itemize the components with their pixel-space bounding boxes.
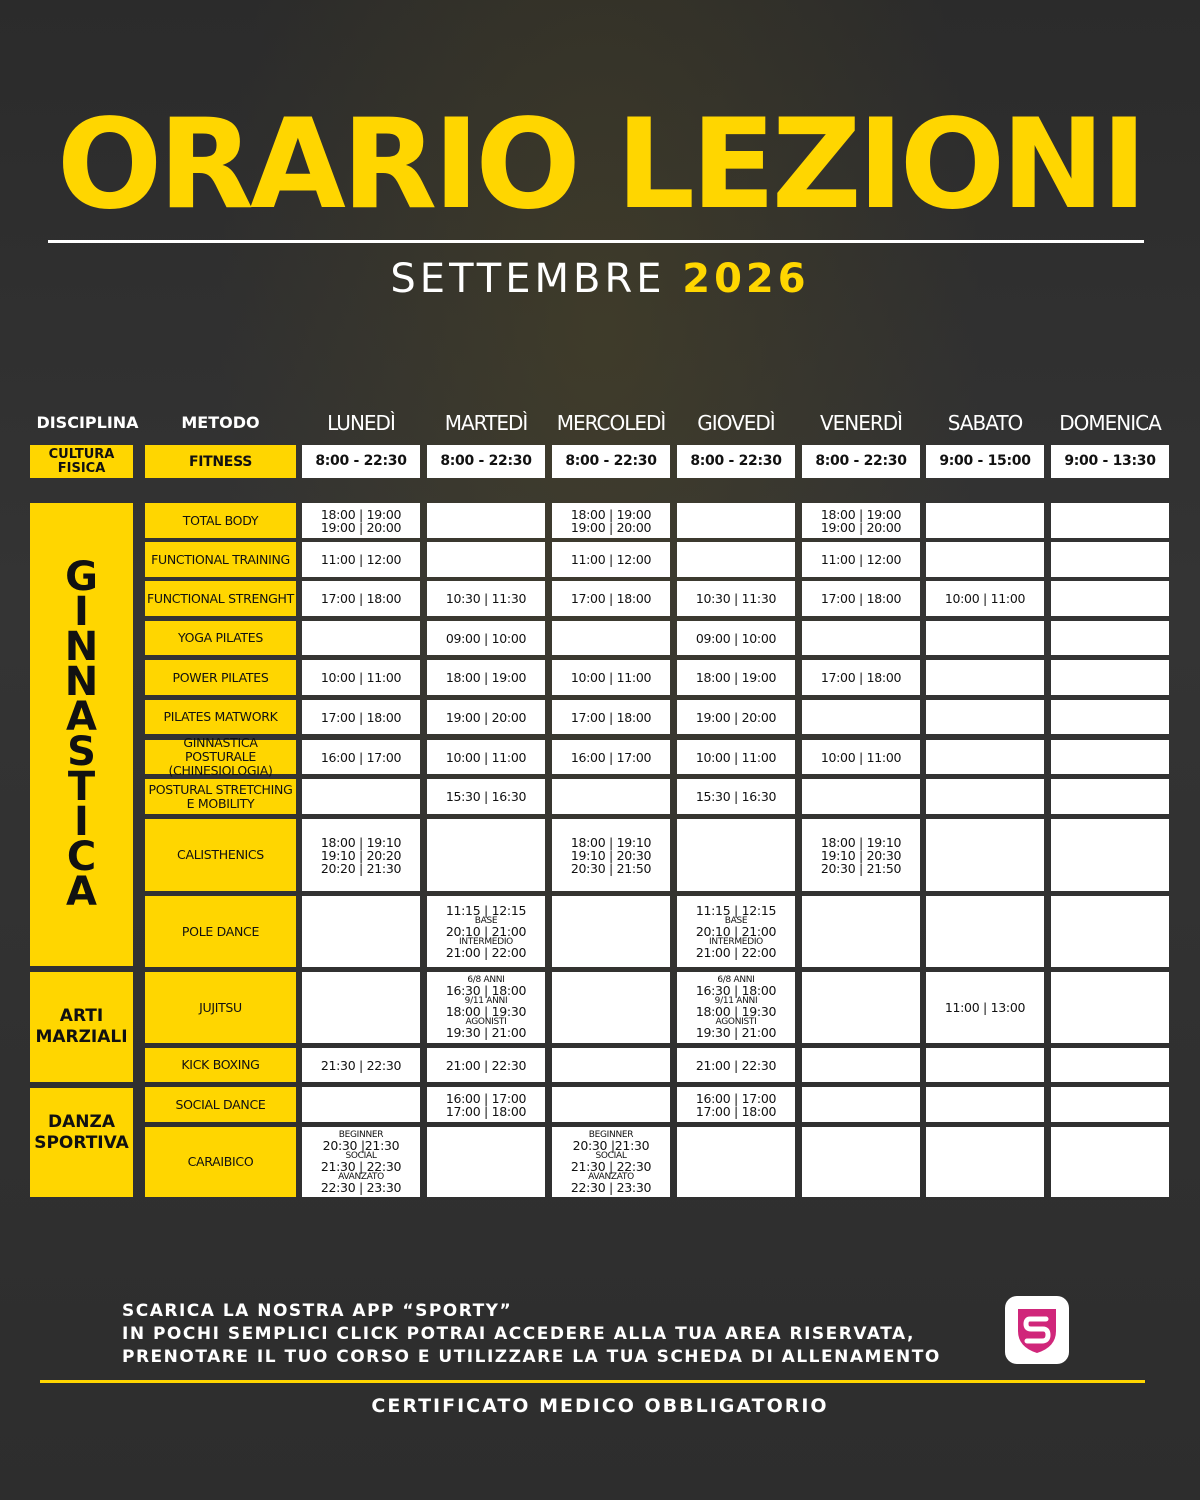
schedule-cell [427, 581, 545, 616]
fitness-hours-3: 8:00 - 22:30 [552, 445, 670, 478]
schedule-cell [677, 1087, 795, 1122]
schedule-cell [677, 896, 795, 967]
schedule-cell [926, 581, 1044, 616]
time-slot: 11:00 | 12:00 [570, 552, 652, 567]
schedule-cell [552, 896, 670, 967]
schedule-cell [1051, 660, 1169, 695]
method-kick-boxing: KICK BOXING [145, 1048, 296, 1082]
time-slot: 09:00 | 10:00 [445, 630, 527, 646]
schedule-cell [802, 700, 920, 734]
schedule-cell [1051, 740, 1169, 774]
schedule-cell [302, 621, 420, 655]
schedule-cell [552, 660, 670, 695]
ginnastica-letter: A [66, 868, 97, 915]
schedule-cell [677, 1048, 795, 1082]
time-slot: 17:00 | 18:00 [445, 1103, 527, 1119]
level-label: SOCIAL [595, 1150, 627, 1161]
time-slot: 18:00 | 19:00 [695, 670, 777, 685]
time-slot: 10:30 | 11:30 [695, 591, 777, 606]
time-slot: 21:00 | 22:00 [445, 945, 527, 960]
level-label: 9/11 ANNI [464, 996, 508, 1006]
time-slot: 20:10 | 21:00 [695, 924, 777, 939]
schedule-cell [427, 896, 545, 967]
time-slot: 20:20 | 21:30 [320, 860, 402, 876]
fitness-hours-1: 8:00 - 22:30 [302, 445, 420, 478]
header-day-6: SABATO [947, 411, 1023, 435]
level-label: AVANZATO [338, 1171, 384, 1182]
method-social-dance: SOCIAL DANCE [145, 1087, 296, 1122]
header-disciplina: DISCIPLINA [36, 413, 139, 432]
schedule-cell [552, 621, 670, 655]
footer-line-3: PRENOTARE IL TUO CORSO E UTILIZZARE LA TUA SCHEDA DI ALLENAMENTO [122, 1347, 941, 1367]
sporty-app-icon[interactable] [1005, 1296, 1069, 1364]
time-slot: 16:00 | 17:00 [695, 1090, 777, 1106]
schedule-cell [1051, 542, 1169, 577]
time-slot: 21:00 | 22:30 [695, 1057, 777, 1073]
schedule-cell [552, 1087, 670, 1122]
level-label: INTERMEDIO [459, 937, 513, 947]
method-postural-stretching-e-mobility: POSTURAL STRETCHING E MOBILITY [145, 779, 296, 814]
time-slot: 20:30 | 21:50 [570, 860, 652, 876]
time-slot: 19:10 | 20:30 [820, 847, 902, 863]
method-pilates-matwork: PILATES MATWORK [145, 700, 296, 734]
schedule-cell [677, 621, 795, 655]
schedule-cell [802, 1127, 920, 1197]
schedule-cell [677, 819, 795, 891]
time-slot: 17:00 | 18:00 [570, 709, 652, 725]
fitness-hours-7: 9:00 - 13:30 [1051, 445, 1169, 478]
ginnastica-letter: G [65, 553, 98, 600]
schedule-cell [427, 1087, 545, 1122]
schedule-cell [302, 581, 420, 616]
schedule-cell [926, 1048, 1044, 1082]
time-slot: 21:30 | 22:30 [320, 1057, 402, 1073]
schedule-cell [427, 1127, 545, 1197]
schedule-cell [427, 740, 545, 774]
schedule-cell [1051, 621, 1169, 655]
method-pole-dance: POLE DANCE [145, 896, 296, 967]
time-slot: 19:00 | 20:00 [570, 519, 652, 535]
time-slot: 10:00 | 11:00 [944, 591, 1026, 606]
time-slot: 18:00 | 19:10 [320, 834, 402, 850]
schedule-cell [427, 542, 545, 577]
level-label: AGONISTI [715, 1017, 757, 1027]
schedule-cell [1051, 972, 1169, 1043]
level-label: SOCIAL [345, 1150, 377, 1161]
schedule-cell [802, 779, 920, 814]
level-label: BEGINNER [588, 1129, 634, 1140]
footer-divider [40, 1380, 1145, 1383]
discipline-arti-marziali: ARTI MARZIALI [30, 972, 133, 1082]
level-label: BASE [474, 916, 498, 926]
time-slot: 22:30 | 23:30 [320, 1179, 402, 1195]
time-slot: 18:00 | 19:30 [695, 1004, 777, 1019]
ginnastica-letter: I [74, 588, 89, 635]
schedule-cell [302, 660, 420, 695]
time-slot: 11:00 | 12:00 [320, 552, 402, 567]
schedule-cell [677, 1127, 795, 1197]
time-slot: 17:00 | 18:00 [320, 591, 402, 606]
schedule-cell [302, 1048, 420, 1082]
ginnastica-letter: S [67, 728, 96, 775]
time-slot: 18:00 | 19:00 [820, 506, 902, 522]
shield-s-icon [1014, 1305, 1060, 1355]
schedule-cell [926, 700, 1044, 734]
time-slot: 19:00 | 20:00 [695, 709, 777, 725]
time-slot: 19:10 | 20:20 [320, 847, 402, 863]
schedule-cell [926, 503, 1044, 538]
time-slot: 18:00 | 19:30 [445, 1004, 527, 1019]
schedule-cell [802, 581, 920, 616]
schedule-cell [926, 621, 1044, 655]
schedule-cell [427, 819, 545, 891]
schedule-cell [302, 779, 420, 814]
schedule-cell [552, 779, 670, 814]
header-day-2: MARTEDÌ [444, 411, 528, 435]
schedule-cell [677, 972, 795, 1043]
schedule-cell [926, 542, 1044, 577]
subtitle-month: SETTEMBRE [390, 256, 666, 302]
time-slot: 16:30 | 18:00 [445, 983, 527, 998]
schedule-cell [302, 1127, 420, 1197]
schedule-cell [1051, 503, 1169, 538]
header-metodo: METODO [181, 413, 260, 432]
schedule-cell [802, 1087, 920, 1122]
schedule-cell [1051, 1087, 1169, 1122]
time-slot: 21:30 | 22:30 [570, 1158, 652, 1174]
schedule-cell [926, 779, 1044, 814]
schedule-cell [302, 819, 420, 891]
method-power-pilates: POWER PILATES [145, 660, 296, 695]
schedule-cell [1051, 1048, 1169, 1082]
method-functional-strenght: FUNCTIONAL STRENGHT [145, 581, 296, 616]
level-label: 6/8 ANNI [717, 975, 755, 985]
time-slot: 20:30 |21:30 [322, 1137, 400, 1153]
method-jujitsu: JUJITSU [145, 972, 296, 1043]
time-slot: 17:00 | 18:00 [320, 709, 402, 725]
schedule-cell [427, 621, 545, 655]
schedule-cell [802, 896, 920, 967]
schedule-cell [802, 621, 920, 655]
ginnastica-letter: N [64, 658, 99, 705]
schedule-cell [552, 503, 670, 538]
schedule-cell [677, 660, 795, 695]
time-slot: 21:00 | 22:00 [695, 945, 777, 960]
fitness-hours-4: 8:00 - 22:30 [677, 445, 795, 478]
schedule-cell [802, 542, 920, 577]
time-slot: 20:10 | 21:00 [445, 924, 527, 939]
schedule-cell [552, 542, 670, 577]
time-slot: 16:00 | 17:00 [320, 749, 402, 765]
level-label: BEGINNER [338, 1129, 384, 1140]
schedule-cell [677, 779, 795, 814]
method-calisthenics: CALISTHENICS [145, 819, 296, 891]
schedule-cell [802, 819, 920, 891]
title-divider [48, 240, 1144, 243]
schedule-cell [552, 581, 670, 616]
ginnastica-letter: N [64, 623, 99, 670]
ginnastica-letter: T [67, 763, 96, 810]
fitness-hours-2: 8:00 - 22:30 [427, 445, 545, 478]
header-day-7: DOMENICA [1059, 411, 1161, 435]
time-slot: 11:15 | 12:15 [695, 903, 777, 918]
time-slot: 09:00 | 10:00 [695, 630, 777, 646]
time-slot: 10:00 | 11:00 [570, 670, 652, 685]
time-slot: 19:00 | 20:00 [445, 709, 527, 725]
schedule-cell [677, 700, 795, 734]
time-slot: 18:00 | 19:10 [570, 834, 652, 850]
time-slot: 10:00 | 11:00 [695, 749, 777, 765]
time-slot: 10:30 | 11:30 [445, 591, 527, 606]
footer-line-1: SCARICA LA NOSTRA APP “SPORTY” [122, 1301, 513, 1321]
schedule-cell [427, 972, 545, 1043]
method-caraibico: CARAIBICO [145, 1127, 296, 1197]
time-slot: 19:00 | 20:00 [820, 519, 902, 535]
level-label: 9/11 ANNI [714, 996, 758, 1006]
schedule-cell [926, 660, 1044, 695]
time-slot: 18:00 | 19:00 [320, 506, 402, 522]
schedule-cell [677, 581, 795, 616]
method-ginnastica-posturale-chinesiologia: GINNASTICA POSTURALE (CHINESIOLOGIA) [145, 740, 296, 774]
page-subtitle [0, 254, 1200, 304]
time-slot: 20:30 |21:30 [572, 1137, 650, 1153]
time-slot: 19:30 | 21:00 [445, 1025, 527, 1040]
time-slot: 15:30 | 16:30 [695, 789, 777, 804]
ginnastica-letter: A [66, 693, 97, 740]
schedule-cell [302, 740, 420, 774]
time-slot: 21:00 | 22:30 [445, 1057, 527, 1073]
time-slot: 21:30 | 22:30 [320, 1158, 402, 1174]
schedule-cell [427, 779, 545, 814]
time-slot: 17:00 | 18:00 [570, 591, 652, 606]
schedule-cell [427, 1048, 545, 1082]
ginnastica-letter: I [74, 798, 89, 845]
schedule-cell [926, 1127, 1044, 1197]
schedule-cell [802, 503, 920, 538]
schedule-cell [302, 972, 420, 1043]
time-slot: 17:00 | 18:00 [820, 670, 902, 685]
header-day-1: LUNEDÌ [327, 411, 395, 435]
ginnastica-letter: C [66, 833, 97, 880]
time-slot: 15:30 | 16:30 [445, 789, 527, 804]
method-total-body: TOTAL BODY [145, 503, 296, 538]
time-slot: 17:00 | 18:00 [695, 1103, 777, 1119]
method-functional-training: FUNCTIONAL TRAINING [145, 542, 296, 577]
time-slot: 20:30 | 21:50 [820, 860, 902, 876]
time-slot: 11:00 | 13:00 [944, 1000, 1026, 1015]
time-slot: 19:10 | 20:30 [570, 847, 652, 863]
time-slot: 10:00 | 11:00 [320, 670, 402, 685]
time-slot: 16:00 | 17:00 [570, 749, 652, 765]
schedule-cell [1051, 896, 1169, 967]
method-yoga-pilates: YOGA PILATES [145, 621, 296, 655]
schedule-cell [302, 542, 420, 577]
time-slot: 16:00 | 17:00 [445, 1090, 527, 1106]
time-slot: 18:00 | 19:00 [570, 506, 652, 522]
time-slot: 22:30 | 23:30 [570, 1179, 652, 1195]
medical-certificate-note: CERTIFICATO MEDICO OBBLIGATORIO [371, 1395, 829, 1417]
schedule-cell [552, 700, 670, 734]
schedule-cell [926, 896, 1044, 967]
time-slot: 11:15 | 12:15 [445, 903, 527, 918]
header-day-3: MERCOLEDÌ [556, 411, 666, 435]
header-day-5: VENERDÌ [819, 411, 903, 435]
schedule-cell [427, 700, 545, 734]
schedule-cell [926, 740, 1044, 774]
level-label: BASE [724, 916, 748, 926]
schedule-cell [302, 700, 420, 734]
discipline-cultura-fisica: CULTURA FISICA [30, 445, 133, 478]
footer-text [122, 1300, 1002, 1369]
time-slot: 19:00 | 20:00 [320, 519, 402, 535]
schedule-cell [802, 972, 920, 1043]
schedule-cell [302, 896, 420, 967]
schedule-cell [1051, 1127, 1169, 1197]
schedule-cell [552, 819, 670, 891]
schedule-cell [802, 660, 920, 695]
schedule-cell [427, 503, 545, 538]
schedule-cell [1051, 700, 1169, 734]
schedule-cell [926, 819, 1044, 891]
time-slot: 10:00 | 11:00 [820, 749, 902, 765]
time-slot: 18:00 | 19:10 [820, 834, 902, 850]
time-slot: 17:00 | 18:00 [820, 591, 902, 606]
subtitle-year: 2026 [682, 256, 810, 302]
schedule-cell [926, 972, 1044, 1043]
schedule-cell [552, 972, 670, 1043]
time-slot: 10:00 | 11:00 [445, 749, 527, 765]
page-title: ORARIO LEZIONI [56, 93, 1144, 237]
time-slot: 18:00 | 19:00 [445, 670, 527, 685]
schedule-cell [552, 1127, 670, 1197]
time-slot: 19:30 | 21:00 [695, 1025, 777, 1040]
schedule-cell [926, 1087, 1044, 1122]
footer-line-2: IN POCHI SEMPLICI CLICK POTRAI ACCEDERE ALLA TUA AREA RISERVATA, [122, 1324, 915, 1344]
level-label: AVANZATO [588, 1171, 634, 1182]
header-day-4: GIOVEDÌ [697, 411, 775, 435]
schedule-cell [552, 740, 670, 774]
schedule-cell [802, 740, 920, 774]
discipline-ginnastica [30, 503, 133, 966]
schedule-cell [427, 660, 545, 695]
schedule-cell [302, 1087, 420, 1122]
schedule-cell [1051, 779, 1169, 814]
discipline-danza-sportiva: DANZA SPORTIVA [30, 1088, 133, 1197]
fitness-hours-5: 8:00 - 22:30 [802, 445, 920, 478]
schedule-cell [302, 503, 420, 538]
schedule-cell [677, 740, 795, 774]
level-label: INTERMEDIO [709, 937, 763, 947]
schedule-cell [677, 503, 795, 538]
schedule-cell [802, 1048, 920, 1082]
schedule-cell [1051, 819, 1169, 891]
schedule-cell [552, 1048, 670, 1082]
time-slot: 11:00 | 12:00 [820, 552, 902, 567]
method-fitness: FITNESS [145, 445, 296, 478]
schedule-cell [1051, 581, 1169, 616]
level-label: 6/8 ANNI [467, 975, 505, 985]
schedule-cell [677, 542, 795, 577]
time-slot: 16:30 | 18:00 [695, 983, 777, 998]
level-label: AGONISTI [465, 1017, 507, 1027]
fitness-hours-6: 9:00 - 15:00 [926, 445, 1044, 478]
